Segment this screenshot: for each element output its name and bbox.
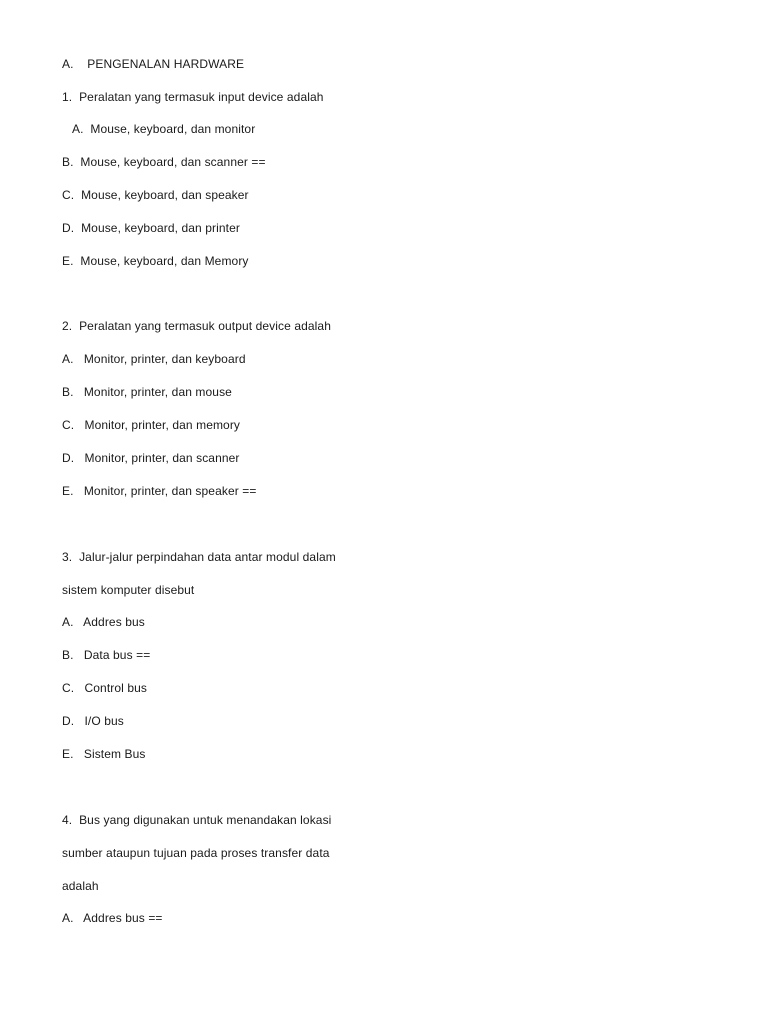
question-4-line-1: 4. Bus yang digunakan untuk menandakan lokasi — [62, 813, 332, 827]
q2-option-c: C. Monitor, printer, dan memory — [62, 418, 241, 432]
q3-option-c: C. Control bus — [62, 681, 147, 695]
q3-option-e: E. Sistem Bus — [62, 747, 146, 761]
question-3-line-2: sistem komputer disebut — [62, 583, 195, 597]
question-1: 1. Peralatan yang termasuk input device adalah — [62, 90, 324, 104]
section-heading: A. PENGENALAN HARDWARE — [62, 57, 245, 71]
q2-option-d: D. Monitor, printer, dan scanner — [62, 451, 240, 465]
question-4-line-3: adalah — [62, 879, 99, 893]
q2-option-e: E. Monitor, printer, dan speaker == — [62, 484, 257, 498]
q1-option-a: A. Mouse, keyboard, dan monitor — [72, 122, 256, 136]
q1-option-d: D. Mouse, keyboard, dan printer — [62, 221, 240, 235]
question-3-line-1: 3. Jalur-jalur perpindahan data antar modul dalam — [62, 550, 336, 564]
q2-option-b: B. Monitor, printer, dan mouse — [62, 385, 232, 399]
q1-option-c: C. Mouse, keyboard, dan speaker — [62, 188, 249, 202]
q1-option-e: E. Mouse, keyboard, dan Memory — [62, 254, 249, 268]
q2-option-a: A. Monitor, printer, dan keyboard — [62, 352, 246, 366]
question-4-line-2: sumber ataupun tujuan pada proses transfer data — [62, 846, 330, 860]
q3-option-b: B. Data bus == — [62, 648, 151, 662]
question-2: 2. Peralatan yang termasuk output device adalah — [62, 319, 331, 333]
q1-option-b: B. Mouse, keyboard, dan scanner == — [62, 155, 266, 169]
q3-option-d: D. I/O bus — [62, 714, 124, 728]
q4-option-a: A. Addres bus == — [62, 911, 163, 925]
q3-option-a: A. Addres bus — [62, 615, 145, 629]
